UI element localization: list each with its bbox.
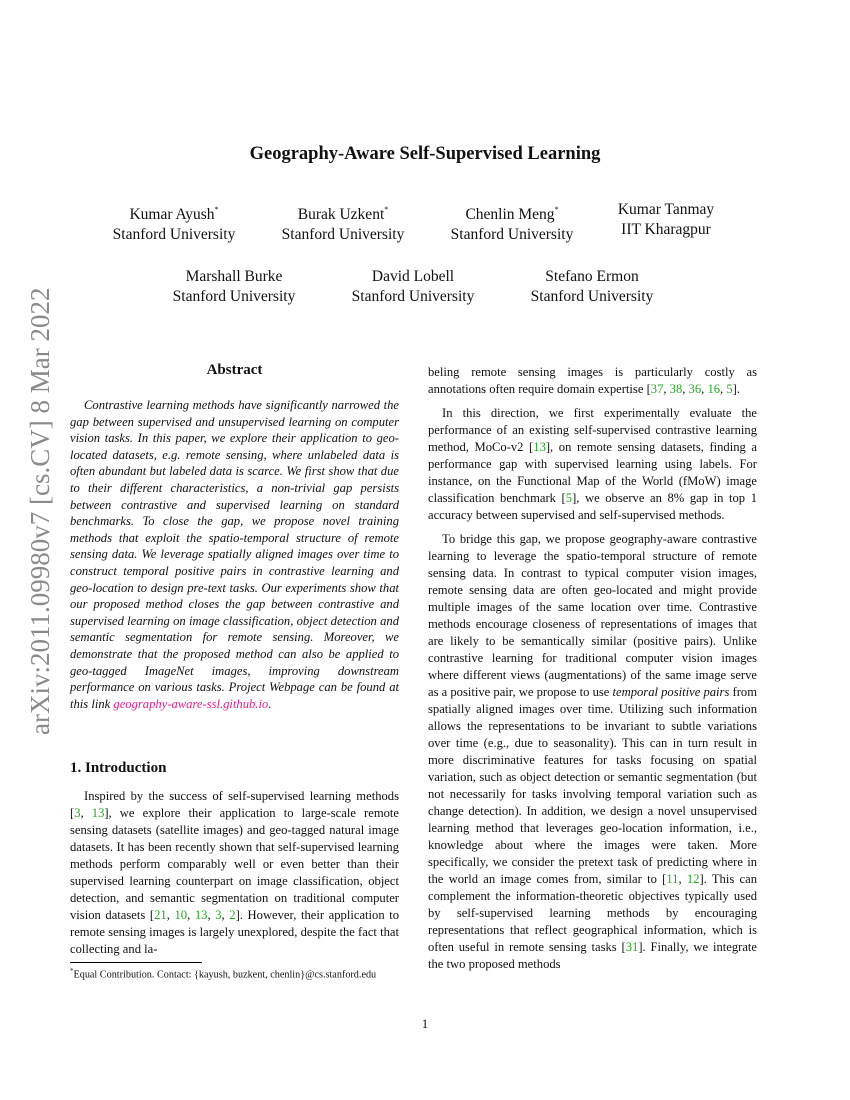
author-name: Kumar Tanmay xyxy=(617,201,715,218)
text-run: ]. xyxy=(732,382,740,396)
text-run: , xyxy=(720,382,727,396)
text-run: , xyxy=(187,908,195,922)
author-affiliation: IIT Kharagpur xyxy=(621,221,711,238)
citation-link[interactable]: 38 xyxy=(669,382,683,396)
equal-contribution-mark: * xyxy=(554,205,559,214)
text-run: Inspired by the success of self-supervised learning methods [ xyxy=(70,789,399,820)
author-affiliation: Stanford University xyxy=(351,288,475,305)
text-run: ]. This can complement the information-theoretic objectives typically used by self-supervised learning methods by encouraging representations that reflect geographical information, which is often useful in remote sensing tasks [ xyxy=(428,872,757,954)
text-run: , xyxy=(221,908,230,922)
text-run: ]. However, their application to remote sensing images is largely unexplored, despite the fact that collecting and la- xyxy=(70,908,400,956)
text-run: , xyxy=(207,908,216,922)
citation-link[interactable]: 13 xyxy=(194,908,208,922)
text-run: ], we observe an 8% gap in top 1 accuracy between supervised and self-supervised methods. xyxy=(428,491,757,522)
author-block xyxy=(347,267,479,307)
text-run: beling remote sensing images is particularly costly as annotations often require domain expertise [ xyxy=(428,365,757,396)
citation-link[interactable]: 12 xyxy=(686,872,700,886)
citation-link[interactable]: 2 xyxy=(229,908,236,922)
right-column xyxy=(428,364,757,973)
text-run: ]. Finally, we integrate the two proposed methods xyxy=(428,940,757,971)
equal-contribution-mark: * xyxy=(214,205,219,214)
author-name: Chenlin Meng xyxy=(465,206,555,223)
author-name: Burak Uzkent xyxy=(297,206,385,223)
citation-link[interactable]: 5 xyxy=(726,382,733,396)
author-name: Kumar Ayush xyxy=(129,206,215,223)
citation-link[interactable]: 5 xyxy=(565,491,573,505)
text-run: , xyxy=(678,872,687,886)
footnote-text: Equal Contribution. Contact: {kayush, buzkent, chenlin}@cs.stanford.edu xyxy=(73,969,377,981)
abstract-text: Contrastive learning methods have significantly narrowed the gap between supervised and unsupervised learning on computer vision tasks. In this paper, we explore their application to geo-located datasets, e.g. remote sensing, where unlabeled data is often abundant but labeled data is scarce. We first show that due to their different characteristics, a non-trivial gap persists between contrastive and supervised learning on standard benchmarks. To close the gap, we propose novel training methods that exploit the spatio-temporal structure of remote sensing data. We leverage spatially aligned images over time to construct temporal positive pairs in contrastive learning and geo-location to design pre-text tasks. Our experiments show that our proposed method closes the gap between contrastive and supervised learning on image classification, object detection and semantic segmentation for remote sensing. Moreover, we demonstrate that the proposed method can also be applied to geo-tagged ImageNet images, improving downstream performance on various tasks. Project Webpage can be found at this link xyxy=(70,398,399,711)
text-run: , xyxy=(701,382,708,396)
citation-link[interactable]: 13 xyxy=(533,440,546,454)
citation-link[interactable]: 10 xyxy=(174,908,188,922)
text-run: from spatially aligned images over time. Utilizing such information allows the representations to be invariant to subtle variations over time (e.g., due to seasonality). This can in turn result in more discriminative features for tasks focusing on spatial variation, such as object detection or semantic segmentation (but not necessarily for tasks involving temporal variation such as change detection). In addition, we design a novel unsupervised learning method that leverages geo-location information, i.e., knowledge about where the images were taken. More specifically, we consider the pretext task of predicting where in the world an image comes from, similar to [ xyxy=(428,685,757,886)
text-run: ], on remote sensing datasets, finding a performance gap with supervised learning using labels. For instance, on the Functional Map of the World (fMoW) image classification benchmark [ xyxy=(428,440,757,505)
author-affiliation: Stanford University xyxy=(530,288,654,305)
author-block xyxy=(108,200,240,245)
citation-link[interactable]: 11 xyxy=(666,872,679,886)
text-run: In this direction, we first experimentally evaluate the performance of an existing self-supervised contrastive learning method, MoCo-v2 [ xyxy=(428,406,757,454)
citation-link[interactable]: 36 xyxy=(688,382,702,396)
text-run: , xyxy=(80,806,92,820)
author-block xyxy=(168,267,300,307)
author-block xyxy=(277,200,409,245)
paragraph xyxy=(428,405,757,524)
text-run: To bridge this gap, we propose geography-aware contrastive learning to leverage the spatio-temporal structure of remote sensing data. In contrast to typical computer vision images, remote sensing data are often geo-located and might provide multiple images of the same location over time. Contrastive methods encourage closeness of representations of images that are likely to be semantically similar (positive pairs). Unlike contrastive learning for traditional computer vision images where different views (augmentations) of the same image serve as a positive pair, we propose to use xyxy=(428,532,757,699)
citation-link[interactable]: 13 xyxy=(91,806,105,820)
citation-link[interactable]: 37 xyxy=(650,382,664,396)
author-affiliation: Stanford University xyxy=(112,226,236,243)
text-run: , xyxy=(166,908,175,922)
author-affiliation: Stanford University xyxy=(172,288,296,305)
citation-link[interactable]: 3 xyxy=(74,806,81,820)
abstract-body xyxy=(70,397,399,712)
author-block xyxy=(606,200,726,240)
text-run: ], we explore their application to large-scale remote sensing datasets (satellite images) and geo-tagged natural image datasets. It has been recently shown that self-supervised learning methods perform comparably well or even better than their supervised learning counterpart on image classification, object detection, and semantic segmentation on traditional computer vision datasets [ xyxy=(70,806,399,922)
author-block xyxy=(446,200,578,245)
paragraph-continuation xyxy=(428,364,757,398)
text-run: , xyxy=(663,382,670,396)
arxiv-identifier: arXiv:2011.09980v7 [cs.CV] 8 Mar 2022 xyxy=(25,287,55,735)
footnote xyxy=(70,965,399,981)
equal-contribution-mark: * xyxy=(384,205,389,214)
author-name: David Lobell xyxy=(371,268,455,285)
paper-title: Geography-Aware Self-Supervised Learning xyxy=(249,144,601,164)
project-webpage-link[interactable]: geography-aware-ssl.github.io xyxy=(113,696,269,711)
citation-link[interactable]: 16 xyxy=(707,382,721,396)
author-affiliation: Stanford University xyxy=(450,226,574,243)
paragraph xyxy=(428,531,757,973)
citation-link[interactable]: 3 xyxy=(215,908,222,922)
introduction-paragraph xyxy=(70,788,399,958)
citation-link[interactable]: 21 xyxy=(154,908,167,922)
footnote-rule xyxy=(70,962,202,963)
author-affiliation: Stanford University xyxy=(281,226,405,243)
page-number: 1 xyxy=(421,1016,429,1031)
author-name: Stefano Ermon xyxy=(545,268,639,285)
author-name: Marshall Burke xyxy=(185,268,283,285)
author-block xyxy=(526,267,658,307)
citation-link[interactable]: 31 xyxy=(625,940,639,954)
abstract-heading: Abstract xyxy=(206,362,263,378)
emphasis: temporal positive pairs xyxy=(612,685,730,699)
text-run: , xyxy=(682,382,689,396)
section-heading-introduction: 1. Introduction xyxy=(70,760,167,776)
footnote-mark: * xyxy=(70,967,74,975)
abstract-end: . xyxy=(268,696,272,711)
